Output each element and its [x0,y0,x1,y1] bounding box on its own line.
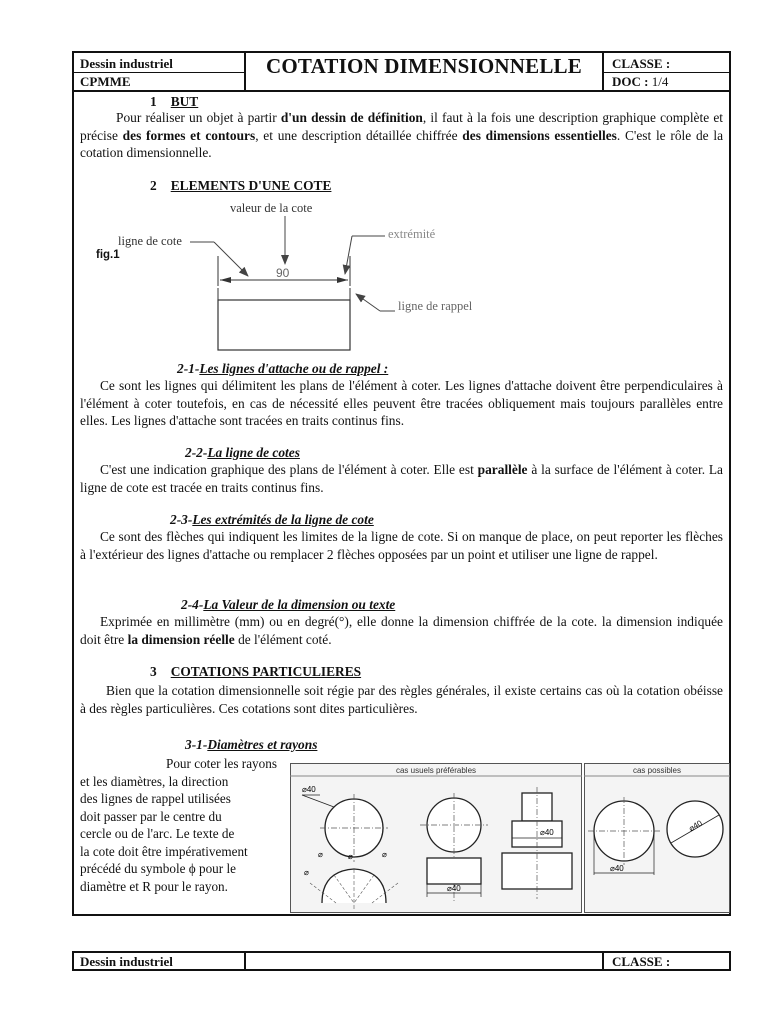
label-extremite: extrémité [388,227,436,241]
header-divider-left [72,72,244,73]
s31-line: la cote doit être impérativement [80,843,248,859]
document-title: COTATION DIMENSIONNELLE [266,54,582,78]
s1-text-4: . C'est le rôle de la cotation dimensionnelle. [80,127,724,160]
s1-text-1: Pour réaliser un objet à partir [116,110,281,125]
s31-line: cercle ou de l'arc. Le texte de [80,826,235,841]
s1-text-3: , et une description détaillée chiffrée [255,127,463,143]
figure-1-dimension-elements [90,196,500,356]
leader-ligne-cote [214,242,248,276]
section-1-paragraph [80,109,723,162]
section-3-number: 3 [150,664,157,679]
s22-bold-1: parallèle [477,462,528,477]
s1-text-2: , il faut à la fois une description graphique complète et précise [80,110,723,143]
subsection-2-2-heading [185,445,300,461]
dim-label-e: ⌀40 [687,818,704,834]
dim-label-small-4: ⌀ [304,868,309,877]
subsection-2-4-text [80,613,723,648]
section-2-number: 2 [150,178,157,193]
subsection-2-1-text: Ce sont les lignes qui délimitent les plans de l'élément à coter. Les lignes d'attache doivent être perpendiculaires à l'élément à coter toutefois, en cas de nécessité elles peuvent être tracées obliquement mais toujours parallèles entre elles. Les lignes d'attache sont tracées en traits continus fins. [80,378,723,428]
header-subject: Dessin industriel [80,56,173,71]
dimension-arrow-left [220,277,231,283]
header-bottom-line [72,90,731,92]
header-doc [612,74,668,89]
label-ligne-rappel: ligne de rappel [398,299,473,313]
section-2-title: ELEMENTS D'UNE COTE [170,178,332,193]
subsection-2-4-number: 2-4- [181,597,204,612]
subsection-2-1-number: 2-1- [177,361,200,376]
s31-line: diamètre et R pour le rayon. [80,878,228,894]
diagram-circle-diagonal-dim [667,801,723,857]
section-1-title: BUT [170,94,199,109]
header-school: CPMME [80,74,131,89]
dim-label-small-3: ⌀ [382,850,387,859]
footer-vdivider-1 [244,951,246,971]
s24-text-1: Exprimée en millimètre (mm) ou en degré(°), elle donne la dimension chiffrée de la cote. la dimension indiquée doit être [80,614,723,647]
part-rectangle [218,300,350,350]
dim-label-b: ⌀40 [447,884,461,893]
s24-bold-1: la dimension réelle [127,631,235,647]
subsection-2-1-title: Les lignes d'attache ou de rappel : [199,361,389,376]
subsection-2-2-text [80,461,723,496]
subsection-2-1-heading [177,361,388,377]
leader-extremite [345,236,352,274]
section-3-intro: Bien que la cotation dimensionnelle soit régie par des règles générales, il existe certains cas où la cotation obéisse à des règles particulières. Ces cotations sont dites particulières. [80,683,723,716]
dim-label-d: ⌀40 [610,864,624,873]
figure-label: fig.1 [96,249,120,261]
dim-label-a: ⌀40 [302,785,316,794]
s1-bold-3: des dimensions essentielles [462,127,617,143]
section-2-heading [150,178,331,194]
subsection-3-1-heading [185,737,317,753]
subsection-2-2-number: 2-2- [185,445,208,460]
header-classe-label: CLASSE : [612,56,671,71]
footer-classe-label: CLASSE : [612,954,671,969]
section-1-number: 1 [150,94,157,109]
subsection-2-3-number: 2-3- [170,512,193,527]
s24-text-2: de l'élément coté. [234,631,332,647]
header-vdivider-2 [602,51,604,91]
label-valeur-cote: valeur de la cote [230,201,313,215]
subsection-2-3-title: Les extrémités de la ligne de cote [192,512,374,527]
subsection-2-2-title: La ligne de cotes [207,445,300,460]
dim-label-small-2: ⌀ [348,852,353,861]
dimension-value: 90 [276,266,290,280]
header-divider-right [603,72,731,73]
subsection-3-1-text [80,755,288,895]
subsection-2-3-heading [170,512,374,528]
s1-bold-1: d'un dessin de définition [280,110,423,125]
dim-label-small-1: ⌀ [318,850,323,859]
subsection-2-4-heading [181,597,395,613]
section-3-title: COTATIONS PARTICULIERES [170,664,362,679]
label-cas-usuels: cas usuels préférables [395,766,477,775]
s22-text-2: à la surface de l'élément à coter. La ligne de cote est tracée en traits continus fins. [80,462,724,495]
header-doc-value: 1/4 [651,74,669,89]
s31-line: précédé du symbole ϕ pour le [80,861,236,876]
figure-diameters [290,763,730,913]
subsection-3-1-title: Diamètres et rayons [207,737,318,752]
s31-line: doit passer par le centre du [80,808,222,824]
subsection-2-3-text: Ce sont des flèches qui indiquent les limites de la ligne de cote. Si on manque de place, on peut reporter les flèches à l'extérieur des lignes d'attache ou remplacer 2 flèches opposées par un point et utiliser une ligne de rappel. [80,529,723,562]
leader-rappel [356,294,380,311]
s31-line: et les diamètres, la direction [80,773,229,789]
dim-label-c: ⌀40 [540,828,554,837]
s1-bold-2: des formes et contours [122,127,256,143]
s22-text-1: C'est une indication graphique des plans de l'élément à coter. Elle est [100,462,478,477]
section-3-heading [150,664,361,680]
s31-line: des lignes de rappel utilisées [80,791,231,806]
footer-subject: Dessin industriel [80,954,173,969]
footer-vdivider-2 [602,951,604,971]
header-doc-label: DOC : [612,74,649,89]
label-cas-possibles: cas possibles [632,766,682,775]
s31-line: Pour coter les rayons [166,756,277,771]
dimension-arrow-right [337,277,348,283]
subsection-2-4-title: La Valeur de la dimension ou texte [203,597,396,612]
label-ligne-cote: ligne de cote [118,234,182,248]
subsection-3-1-number: 3-1- [185,737,208,752]
section-1-heading [150,94,198,110]
